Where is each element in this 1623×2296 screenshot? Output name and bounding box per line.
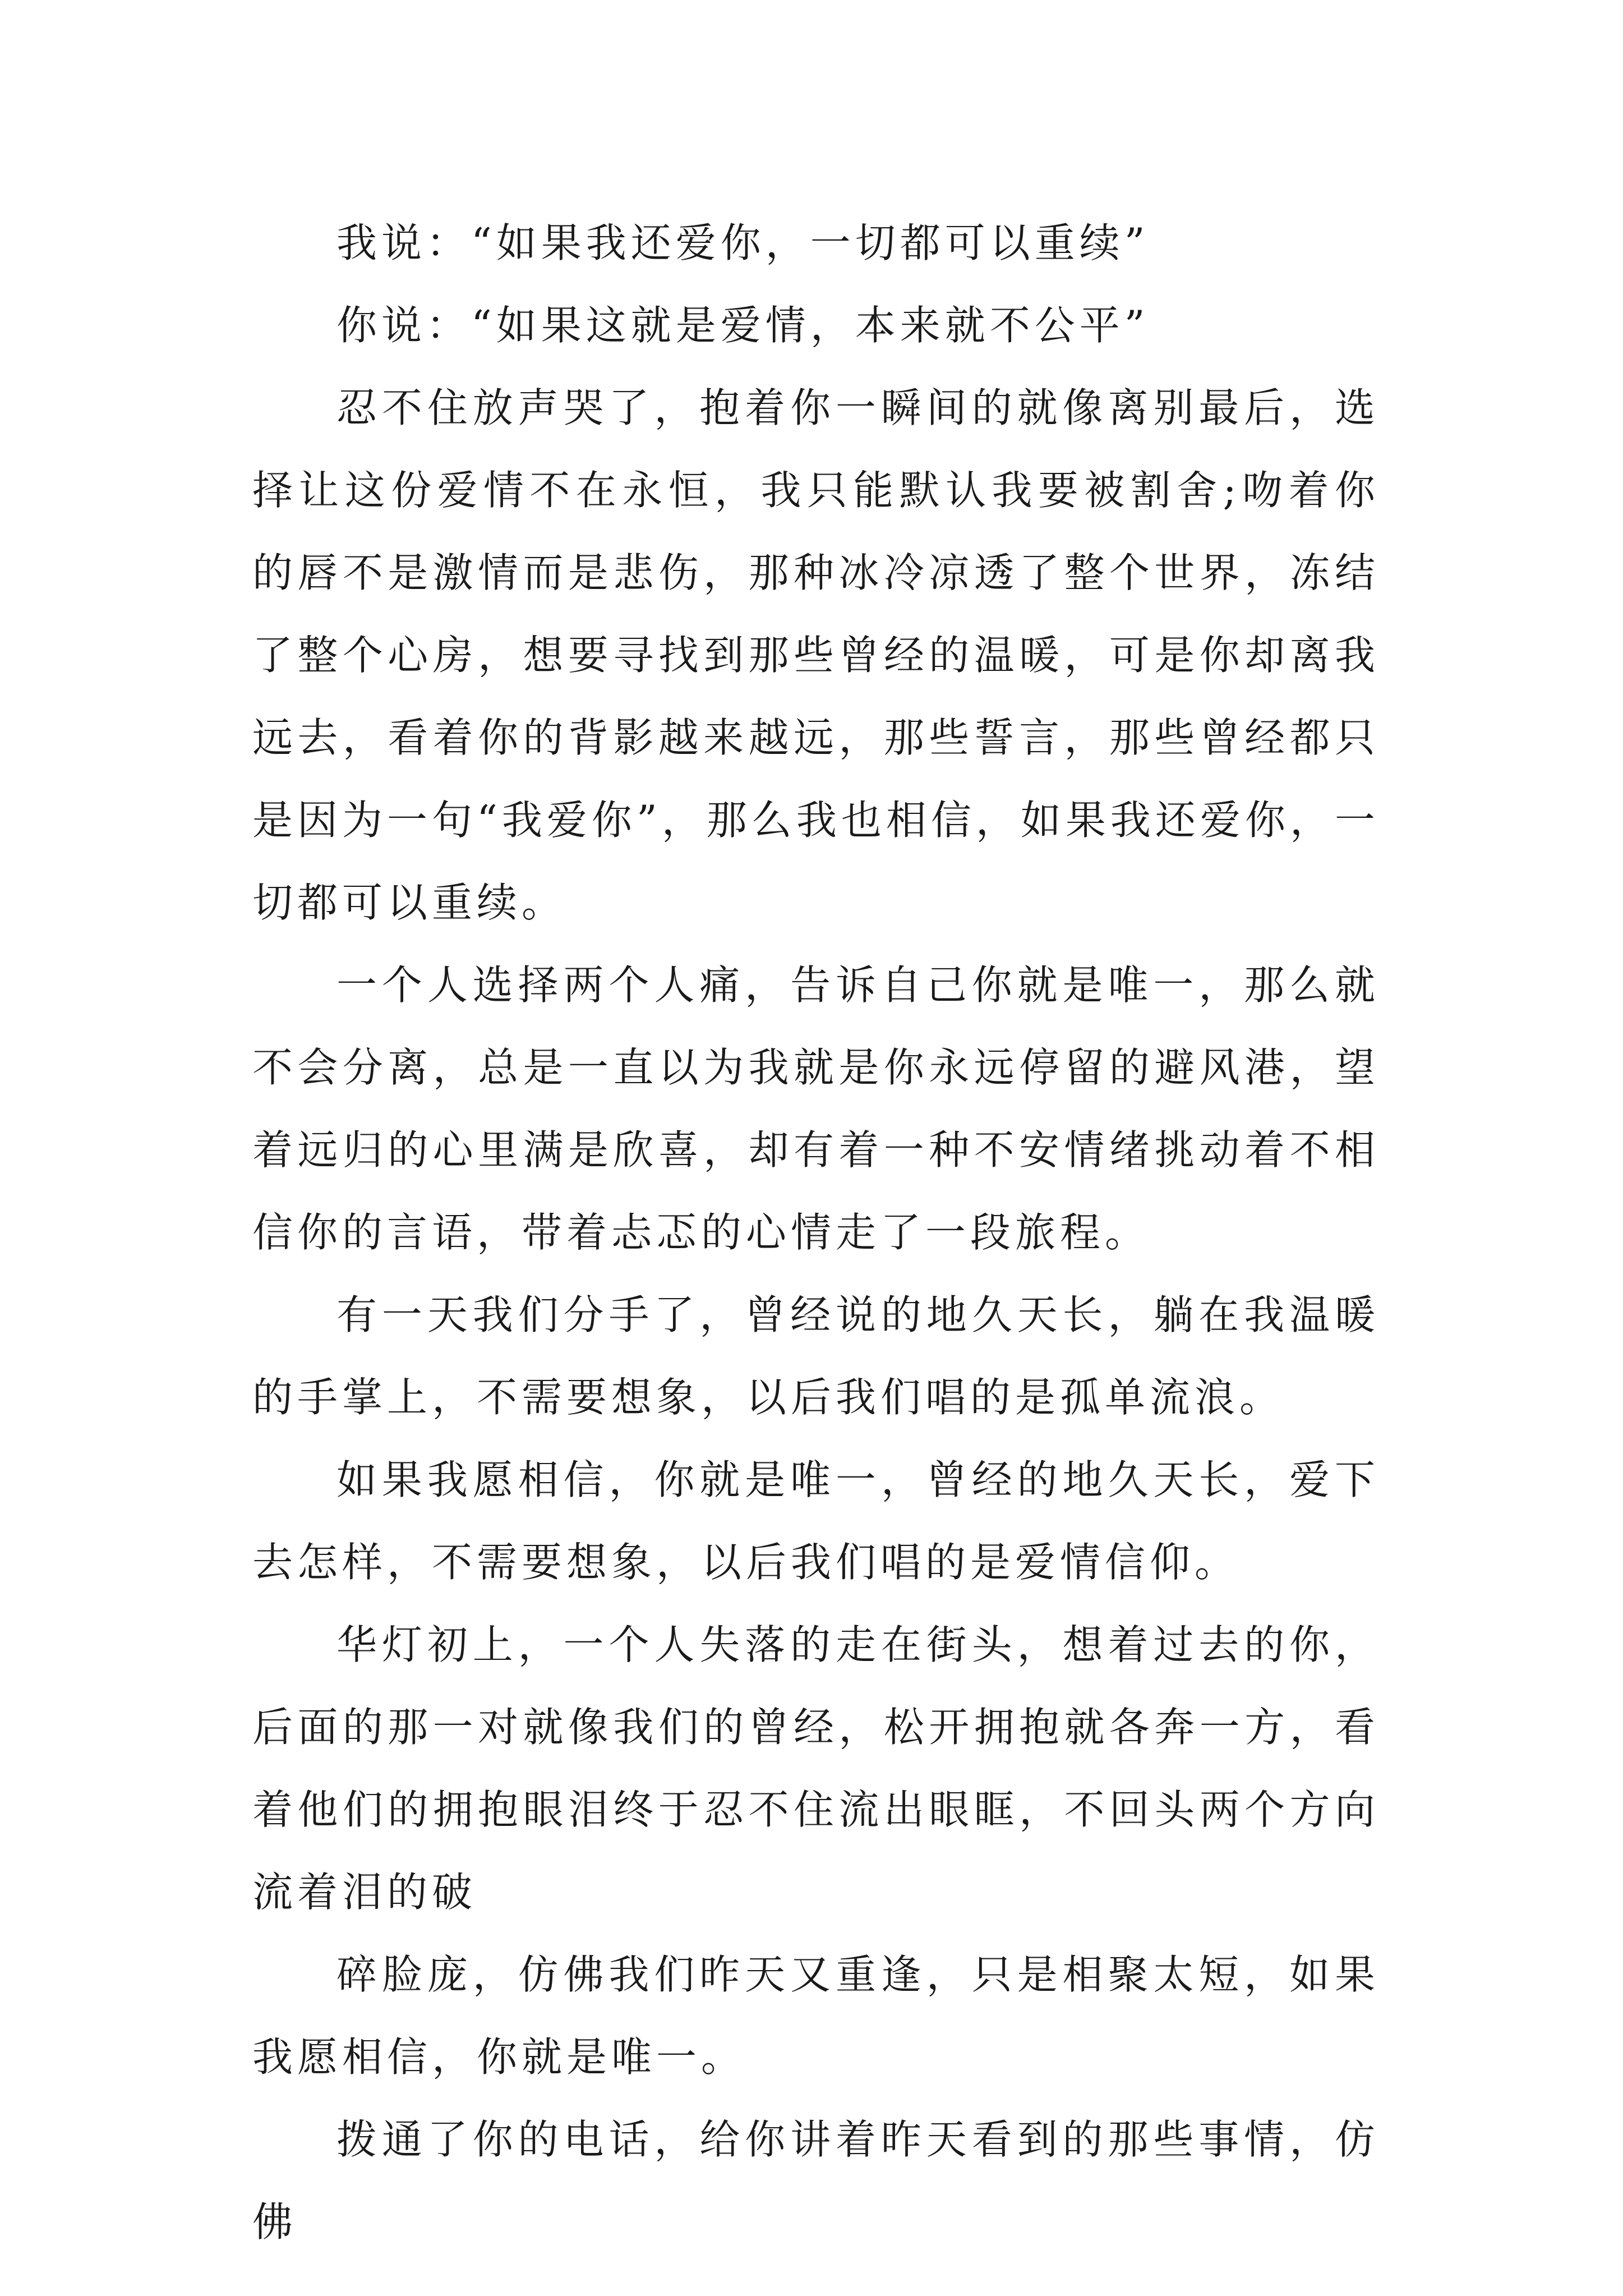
paragraph: 华灯初上，一个人失落的走在街头，想着过去的你，后面的那一对就像我们的曾经，松开拥抱就各奔一方，看着他们的拥抱眼泪终于忍不住流出眼眶，不回头两个方向流着泪的破: [252, 1621, 1380, 1916]
paragraph: 我说：“如果我还爱你，一切都可以重续”: [336, 219, 1150, 266]
paragraph: 一个人选择两个人痛，告诉自己你就是唯一，那么就不会分离，总是一直以为我就是你永远停留的避风港，望着远归的心里满是欣喜，却有着一种不安情绪挑动着不相信你的言语，带着忐忑的心情走了一段旅程。: [252, 961, 1380, 1256]
paragraph: 忍不住放声哭了，抱着你一瞬间的就像离别最后，选择让这份爱情不在永恒，我只能默认我要被割舍;吻着你的唇不是激情而是悲伤，那种冰冷凉透了整个世界，冻结了整个心房，想要寻找到那些曾经的温暖，可是你却离我远去，看着你的背影越来越远，那些誓言，那些曾经都只是因为一句“我爱你”，那么我也相信，如果我还爱你，一切都可以重续。: [252, 384, 1380, 926]
paragraph: 碎脸庞，仿佛我们昨天又重逢，只是相聚太短，如果我愿相信，你就是唯一。: [252, 1951, 1380, 2081]
body-text: [252, 202, 1380, 2263]
paragraph: 拨通了你的电话，给你讲着昨天看到的那些事情，仿佛: [252, 2116, 1380, 2246]
paragraph: 如果我愿相信，你就是唯一，曾经的地久天长，爱下去怎样，不需要想象，以后我们唱的是爱情信仰。: [252, 1456, 1380, 1586]
paragraph: 你说：“如果这就是爱情，本来就不公平”: [336, 302, 1150, 349]
paragraph: 有一天我们分手了，曾经说的地久天长，躺在我温暖的手掌上，不需要想象，以后我们唱的是孤单流浪。: [252, 1291, 1380, 1421]
